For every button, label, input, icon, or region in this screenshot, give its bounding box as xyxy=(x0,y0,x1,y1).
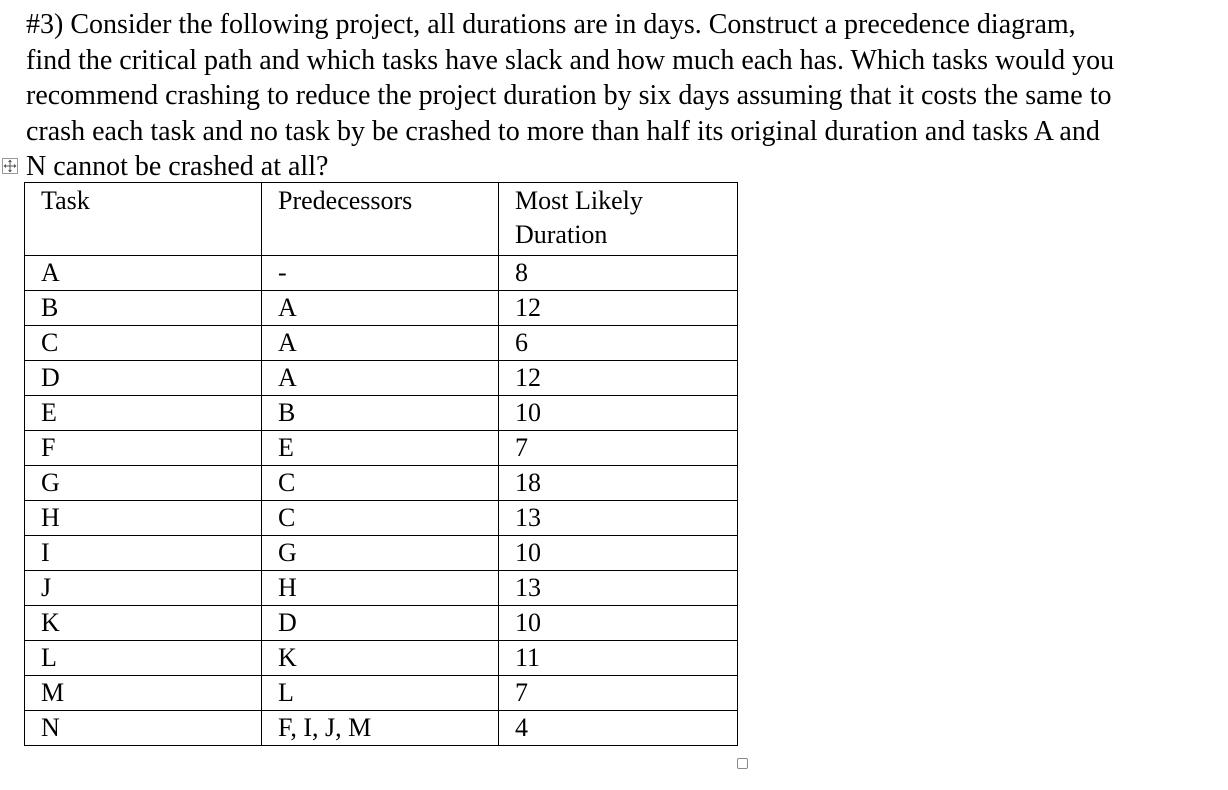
cell-task: J xyxy=(25,571,262,606)
cell-task: N xyxy=(25,711,262,746)
question-line: N cannot be crashed at all? xyxy=(26,151,329,182)
table-row xyxy=(25,641,738,676)
table-row xyxy=(25,501,738,536)
cell-predecessors: D xyxy=(262,606,499,641)
cell-task: H xyxy=(25,501,262,536)
cell-task: L xyxy=(25,641,262,676)
table-row xyxy=(25,396,738,431)
table-row xyxy=(25,571,738,606)
cell-task: E xyxy=(25,396,262,431)
cell-task: G xyxy=(25,466,262,501)
question-line: crash each task and no task by be crashed to more than half its original duration and tasks A and xyxy=(26,115,1100,147)
move-cross-icon xyxy=(3,159,17,173)
table-row xyxy=(25,256,738,291)
cell-task: A xyxy=(25,256,262,291)
question-text xyxy=(26,7,1221,185)
cell-task: C xyxy=(25,326,262,361)
cell-duration: 12 xyxy=(499,291,738,326)
header-duration xyxy=(499,183,738,256)
cell-predecessors: K xyxy=(262,641,499,676)
cell-task: I xyxy=(25,536,262,571)
cell-predecessors: C xyxy=(262,501,499,536)
cell-predecessors: G xyxy=(262,536,499,571)
question-line: find the critical path and which tasks have slack and how much each has. Which tasks would you xyxy=(26,44,1115,76)
table-row xyxy=(25,466,738,501)
question-line: #3) Consider the following project, all durations are in days. Construct a precedence diagram, xyxy=(26,9,1076,40)
table-row xyxy=(25,536,738,571)
cell-predecessors: L xyxy=(262,676,499,711)
cell-predecessors: H xyxy=(262,571,499,606)
table-resize-handle-icon[interactable] xyxy=(737,758,748,769)
table-move-handle-icon[interactable] xyxy=(2,158,18,174)
cell-task: D xyxy=(25,361,262,396)
cell-duration: 6 xyxy=(499,326,738,361)
header-duration-line2: Duration xyxy=(515,220,608,249)
cell-duration: 13 xyxy=(499,501,738,536)
table-header-row xyxy=(25,183,738,256)
cell-duration: 10 xyxy=(499,536,738,571)
table-row xyxy=(25,326,738,361)
cell-duration: 12 xyxy=(499,361,738,396)
cell-duration: 10 xyxy=(499,606,738,641)
cell-task: F xyxy=(25,431,262,466)
cell-predecessors: F, I, J, M xyxy=(262,711,499,746)
table-row xyxy=(25,291,738,326)
table-row xyxy=(25,431,738,466)
cell-task: K xyxy=(25,606,262,641)
cell-task: M xyxy=(25,676,262,711)
table-row xyxy=(25,676,738,711)
cell-task: B xyxy=(25,291,262,326)
table-row xyxy=(25,606,738,641)
header-duration-line1: Most Likely xyxy=(515,186,643,215)
project-task-table xyxy=(24,182,738,746)
table-row xyxy=(25,711,738,746)
cell-duration: 18 xyxy=(499,466,738,501)
cell-predecessors: A xyxy=(262,361,499,396)
cell-duration: 4 xyxy=(499,711,738,746)
cell-predecessors: - xyxy=(262,256,499,291)
cell-predecessors: C xyxy=(262,466,499,501)
cell-duration: 7 xyxy=(499,676,738,711)
cell-duration: 8 xyxy=(499,256,738,291)
cell-duration: 10 xyxy=(499,396,738,431)
cell-predecessors: B xyxy=(262,396,499,431)
cell-predecessors: A xyxy=(262,291,499,326)
cell-duration: 13 xyxy=(499,571,738,606)
cell-predecessors: E xyxy=(262,431,499,466)
question-line: recommend crashing to reduce the project duration by six days assuming that it costs the same to xyxy=(26,80,1112,111)
header-predecessors: Predecessors xyxy=(262,183,499,256)
table-row xyxy=(25,361,738,396)
cell-predecessors: A xyxy=(262,326,499,361)
header-task: Task xyxy=(25,183,262,256)
cell-duration: 11 xyxy=(499,641,738,676)
cell-duration: 7 xyxy=(499,431,738,466)
